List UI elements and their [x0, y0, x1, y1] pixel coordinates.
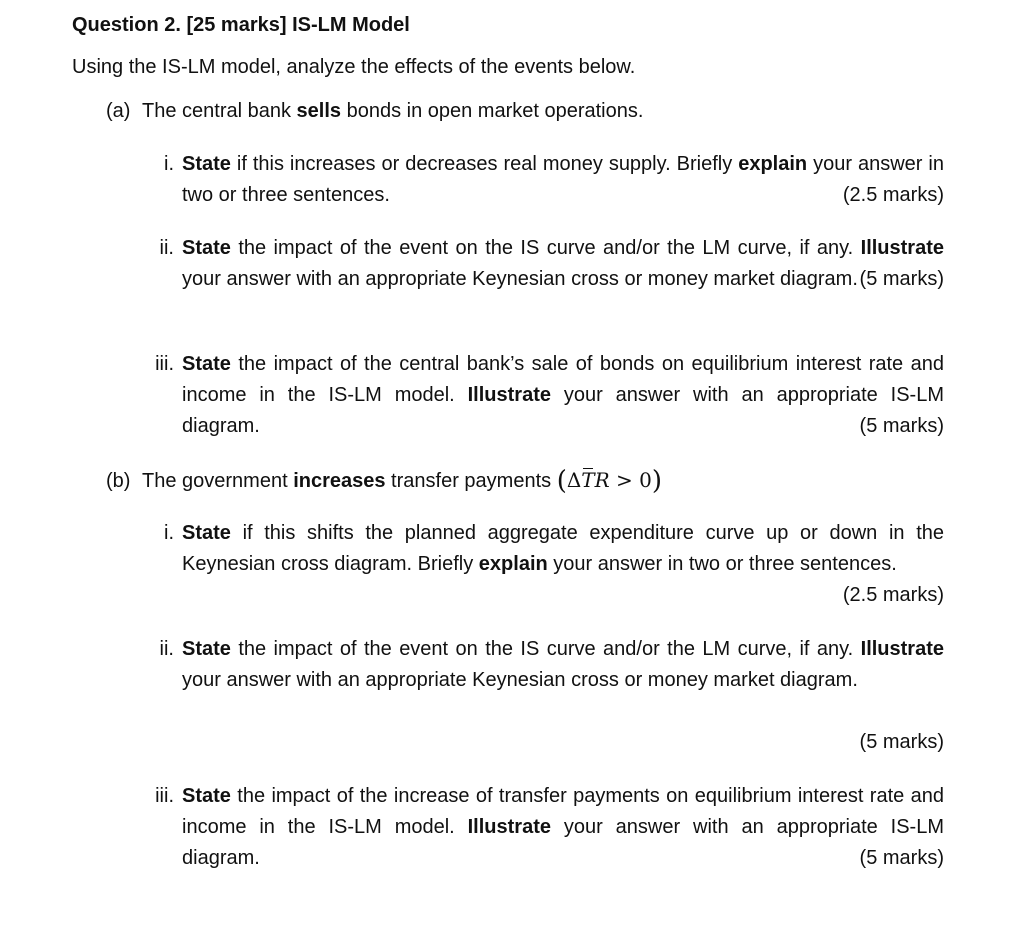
item-marks: (5 marks) [859, 268, 944, 290]
part-b-item-iii [155, 781, 944, 874]
item-bold-1: State [182, 638, 231, 660]
part-b-heading [106, 465, 662, 497]
part-a-text-before: The central bank [142, 100, 297, 122]
item-bold-2: explain [738, 153, 808, 175]
item-label: i. [164, 153, 174, 175]
item-bold-2: Illustrate [467, 816, 551, 838]
item-bold-2: Illustrate [860, 638, 944, 660]
part-a-text-after: bonds in open market operations. [341, 100, 644, 122]
math-relation: > 0 [609, 468, 652, 492]
part-b-text-bold: increases [293, 470, 386, 492]
part-a-item-iii [155, 349, 944, 442]
part-b-item-i [164, 518, 944, 611]
item-text-1: the impact of the central bank’s sale of bonds on equilibrium interest rate and income in the IS-LM model. [182, 353, 944, 406]
item-text-2: your answer in two or three sentences. [182, 153, 944, 206]
math-delta: Δ [566, 468, 582, 492]
transfer-payment-math: (ΔTR > 0) [556, 466, 663, 496]
part-b-text-after: transfer payments [385, 470, 557, 492]
item-text-2: your answer with an appropriate Keynesian cross or money market diagram. [182, 268, 858, 290]
item-label: iii. [155, 785, 174, 807]
item-bold-1: State [182, 237, 231, 259]
item-bold-1: State [182, 522, 231, 544]
item-marks: (2.5 marks) [842, 584, 944, 606]
part-a-item-ii [159, 233, 944, 295]
math-var-t: T [581, 465, 594, 496]
part-b-item-ii [159, 634, 944, 696]
item-label: ii. [159, 638, 174, 660]
item-bold-2: Illustrate [467, 384, 551, 406]
part-a-heading [106, 96, 643, 127]
part-b-label: (b) [106, 470, 131, 492]
part-a-label: (a) [106, 100, 131, 122]
item-label: i. [164, 522, 174, 544]
item-marks: (5 marks) [859, 415, 944, 437]
question-title: Question 2. [25 marks] IS-LM Model [72, 14, 410, 36]
item-bold-2: explain [478, 553, 548, 575]
item-label: ii. [159, 237, 174, 259]
item-text-1: if this shifts the planned aggregate expenditure curve up or down in the Keynesian cross diagram. Briefly [182, 522, 944, 575]
part-b-item-ii-marks: (5 marks) [859, 731, 944, 753]
question-intro: Using the IS-LM model, analyze the effects of the events below. [72, 56, 636, 78]
item-marks: (2.5 marks) [842, 184, 944, 206]
item-bold-1: State [182, 353, 231, 375]
item-text-2: your answer with an appropriate Keynesian cross or money market diagram. [182, 669, 858, 691]
item-text-1: if this increases or decreases real money supply. Briefly [230, 153, 739, 175]
item-bold-2: Illustrate [860, 237, 944, 259]
part-b-text-before: The government [142, 470, 294, 492]
item-label: iii. [155, 353, 174, 375]
math-var-r: R [594, 468, 610, 492]
item-text-1: the impact of the increase of transfer payments on equilibrium interest rate and income in the IS-LM model. [182, 785, 944, 838]
item-bold-1: State [182, 153, 231, 175]
part-a-item-i [164, 149, 944, 211]
item-text-2: your answer in two or three sentences. [547, 553, 897, 575]
item-text-1: the impact of the event on the IS curve and/or the LM curve, if any. [230, 237, 861, 259]
item-bold-1: State [182, 785, 231, 807]
item-text-2: your answer with an appropriate IS-LM diagram. [182, 816, 944, 869]
item-text-2: your answer with an appropriate IS-LM diagram. [182, 384, 944, 437]
part-a-text-bold: sells [296, 100, 342, 122]
item-marks: (5 marks) [859, 847, 944, 869]
item-text-1: the impact of the event on the IS curve and/or the LM curve, if any. [230, 638, 861, 660]
